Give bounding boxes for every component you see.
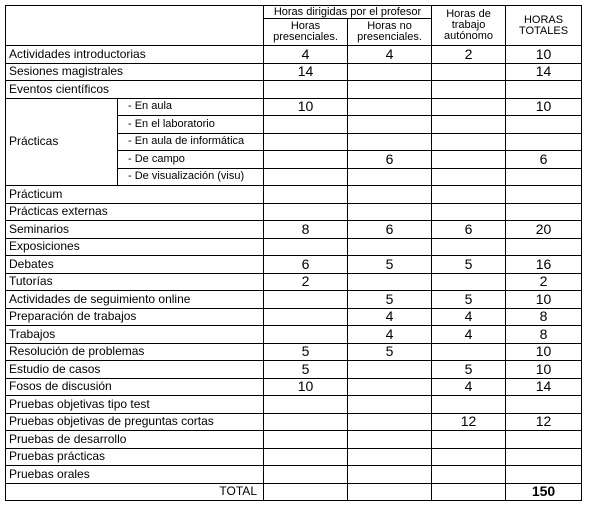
cell-autonomo: [432, 168, 506, 186]
row-label: Debates: [6, 256, 264, 274]
total-value: 150: [506, 483, 582, 501]
cell-no-presenciales: 6: [348, 221, 432, 239]
header-totales: HORAS TOTALES: [506, 6, 582, 46]
table-row: [6, 203, 582, 221]
table-row: [6, 238, 582, 256]
row-label: Prácticas externas: [6, 203, 264, 221]
total-empty-cell: [264, 483, 348, 501]
row-label: Pruebas de desarrollo: [6, 431, 264, 449]
cell-presenciales: [264, 116, 348, 134]
cell-no-presenciales: [348, 63, 432, 81]
cell-presenciales: [264, 431, 348, 449]
cell-total: [506, 168, 582, 186]
header-no-presenciales: Horas no presenciales.: [348, 19, 432, 46]
cell-autonomo: [432, 431, 506, 449]
table-row: [6, 431, 582, 449]
table-row: [6, 413, 582, 431]
cell-autonomo: [432, 448, 506, 466]
practicas-sub-label: - En el laboratorio: [118, 116, 264, 134]
cell-total: [506, 133, 582, 151]
cell-no-presenciales: [348, 133, 432, 151]
cell-total: 8: [506, 326, 582, 344]
row-label: Pruebas orales: [6, 466, 264, 484]
cell-autonomo: [432, 116, 506, 134]
cell-autonomo: 5: [432, 256, 506, 274]
cell-autonomo: [432, 186, 506, 204]
cell-presenciales: [264, 151, 348, 169]
cell-presenciales: [264, 396, 348, 414]
cell-presenciales: 4: [264, 46, 348, 64]
practicas-label: Prácticas: [6, 98, 118, 186]
cell-no-presenciales: [348, 81, 432, 99]
row-label: Eventos científicos: [6, 81, 264, 99]
row-label: Seminarios: [6, 221, 264, 239]
cell-no-presenciales: 6: [348, 151, 432, 169]
row-label: Exposiciones: [6, 238, 264, 256]
cell-presenciales: 2: [264, 273, 348, 291]
cell-presenciales: [264, 81, 348, 99]
cell-total: 14: [506, 378, 582, 396]
cell-no-presenciales: [348, 98, 432, 116]
header-autonomo: Horas de trabajo autónomo: [432, 6, 506, 46]
total-empty-cell: [432, 483, 506, 501]
cell-no-presenciales: [348, 203, 432, 221]
cell-total: 10: [506, 361, 582, 379]
row-label: Prácticum: [6, 186, 264, 204]
cell-autonomo: [432, 63, 506, 81]
row-label: Preparación de trabajos: [6, 308, 264, 326]
cell-total: 10: [506, 98, 582, 116]
row-label: Trabajos: [6, 326, 264, 344]
cell-total: [506, 116, 582, 134]
cell-no-presenciales: [348, 168, 432, 186]
cell-presenciales: [264, 308, 348, 326]
cell-total: [506, 396, 582, 414]
hours-table: [5, 5, 582, 501]
cell-total: 14: [506, 63, 582, 81]
cell-autonomo: [432, 98, 506, 116]
cell-presenciales: [264, 291, 348, 309]
cell-no-presenciales: 5: [348, 343, 432, 361]
cell-no-presenciales: 4: [348, 326, 432, 344]
cell-no-presenciales: [348, 448, 432, 466]
row-label: Actividades de seguimiento online: [6, 291, 264, 309]
practicas-sub-label: - En aula de informática: [118, 133, 264, 151]
cell-autonomo: 4: [432, 326, 506, 344]
table-row: [6, 361, 582, 379]
cell-presenciales: 14: [264, 63, 348, 81]
cell-presenciales: [264, 413, 348, 431]
cell-presenciales: 5: [264, 361, 348, 379]
cell-presenciales: 5: [264, 343, 348, 361]
table-row: [6, 46, 582, 64]
row-label: Pruebas objetivas tipo test: [6, 396, 264, 414]
cell-total: 6: [506, 151, 582, 169]
cell-autonomo: 4: [432, 308, 506, 326]
table-row: [6, 273, 582, 291]
cell-autonomo: 4: [432, 378, 506, 396]
cell-presenciales: 10: [264, 378, 348, 396]
cell-total: [506, 186, 582, 204]
cell-total: [506, 81, 582, 99]
cell-autonomo: 6: [432, 221, 506, 239]
row-label: Sesiones magistrales: [6, 63, 264, 81]
row-label: Actividades introductorias: [6, 46, 264, 64]
cell-no-presenciales: [348, 378, 432, 396]
row-label: Tutorías: [6, 273, 264, 291]
cell-presenciales: [264, 168, 348, 186]
cell-autonomo: [432, 151, 506, 169]
cell-total: [506, 448, 582, 466]
table-row: [6, 396, 582, 414]
table-row: [6, 378, 582, 396]
cell-presenciales: [264, 238, 348, 256]
cell-presenciales: 8: [264, 221, 348, 239]
cell-autonomo: 5: [432, 361, 506, 379]
header-blank-cell: [6, 6, 264, 46]
table-row: [6, 466, 582, 484]
cell-total: [506, 203, 582, 221]
cell-no-presenciales: [348, 413, 432, 431]
practicas-sub-label: - En aula: [118, 98, 264, 116]
cell-presenciales: [264, 133, 348, 151]
table-row: [6, 308, 582, 326]
table-row: [6, 186, 582, 204]
cell-total: 2: [506, 273, 582, 291]
cell-total: 16: [506, 256, 582, 274]
table-row: [6, 81, 582, 99]
cell-autonomo: 5: [432, 291, 506, 309]
cell-presenciales: 6: [264, 256, 348, 274]
cell-presenciales: 10: [264, 98, 348, 116]
total-row: [6, 483, 582, 501]
cell-total: [506, 238, 582, 256]
cell-no-presenciales: 5: [348, 291, 432, 309]
total-empty-cell: [348, 483, 432, 501]
cell-no-presenciales: [348, 396, 432, 414]
cell-total: 10: [506, 46, 582, 64]
row-label: Fosos de discusión: [6, 378, 264, 396]
header-presenciales: Horas presenciales.: [264, 19, 348, 46]
header-group-label: Horas dirigidas por el profesor: [264, 6, 432, 19]
cell-autonomo: [432, 466, 506, 484]
cell-autonomo: [432, 81, 506, 99]
cell-no-presenciales: [348, 361, 432, 379]
row-label: Pruebas objetivas de preguntas cortas: [6, 413, 264, 431]
cell-autonomo: [432, 203, 506, 221]
cell-no-presenciales: 4: [348, 308, 432, 326]
cell-total: 10: [506, 291, 582, 309]
cell-presenciales: [264, 203, 348, 221]
cell-no-presenciales: [348, 273, 432, 291]
table-row: [6, 291, 582, 309]
practicas-sub-label: - De visualización (visu): [118, 168, 264, 186]
table-row: [6, 343, 582, 361]
cell-autonomo: 2: [432, 46, 506, 64]
cell-no-presenciales: [348, 466, 432, 484]
table-row: [6, 326, 582, 344]
table-row: [6, 448, 582, 466]
table-row: [6, 256, 582, 274]
cell-no-presenciales: [348, 431, 432, 449]
cell-autonomo: [432, 273, 506, 291]
cell-autonomo: 12: [432, 413, 506, 431]
cell-presenciales: [264, 448, 348, 466]
cell-autonomo: [432, 133, 506, 151]
cell-autonomo: [432, 238, 506, 256]
cell-total: 20: [506, 221, 582, 239]
total-label: TOTAL: [6, 483, 264, 501]
row-label: Pruebas prácticas: [6, 448, 264, 466]
cell-presenciales: [264, 326, 348, 344]
cell-no-presenciales: 5: [348, 256, 432, 274]
table-row: [6, 221, 582, 239]
practicas-sub-label: - De campo: [118, 151, 264, 169]
row-label: Resolución de problemas: [6, 343, 264, 361]
table-row: [6, 63, 582, 81]
cell-total: 12: [506, 413, 582, 431]
cell-no-presenciales: [348, 186, 432, 204]
table-row: [6, 98, 582, 116]
cell-total: 10: [506, 343, 582, 361]
cell-autonomo: [432, 343, 506, 361]
cell-total: 8: [506, 308, 582, 326]
cell-total: [506, 466, 582, 484]
cell-autonomo: [432, 396, 506, 414]
header-row-group: [6, 6, 582, 19]
cell-presenciales: [264, 186, 348, 204]
cell-no-presenciales: [348, 116, 432, 134]
cell-presenciales: [264, 466, 348, 484]
cell-total: [506, 431, 582, 449]
row-label: Estudio de casos: [6, 361, 264, 379]
cell-no-presenciales: [348, 238, 432, 256]
cell-no-presenciales: 4: [348, 46, 432, 64]
